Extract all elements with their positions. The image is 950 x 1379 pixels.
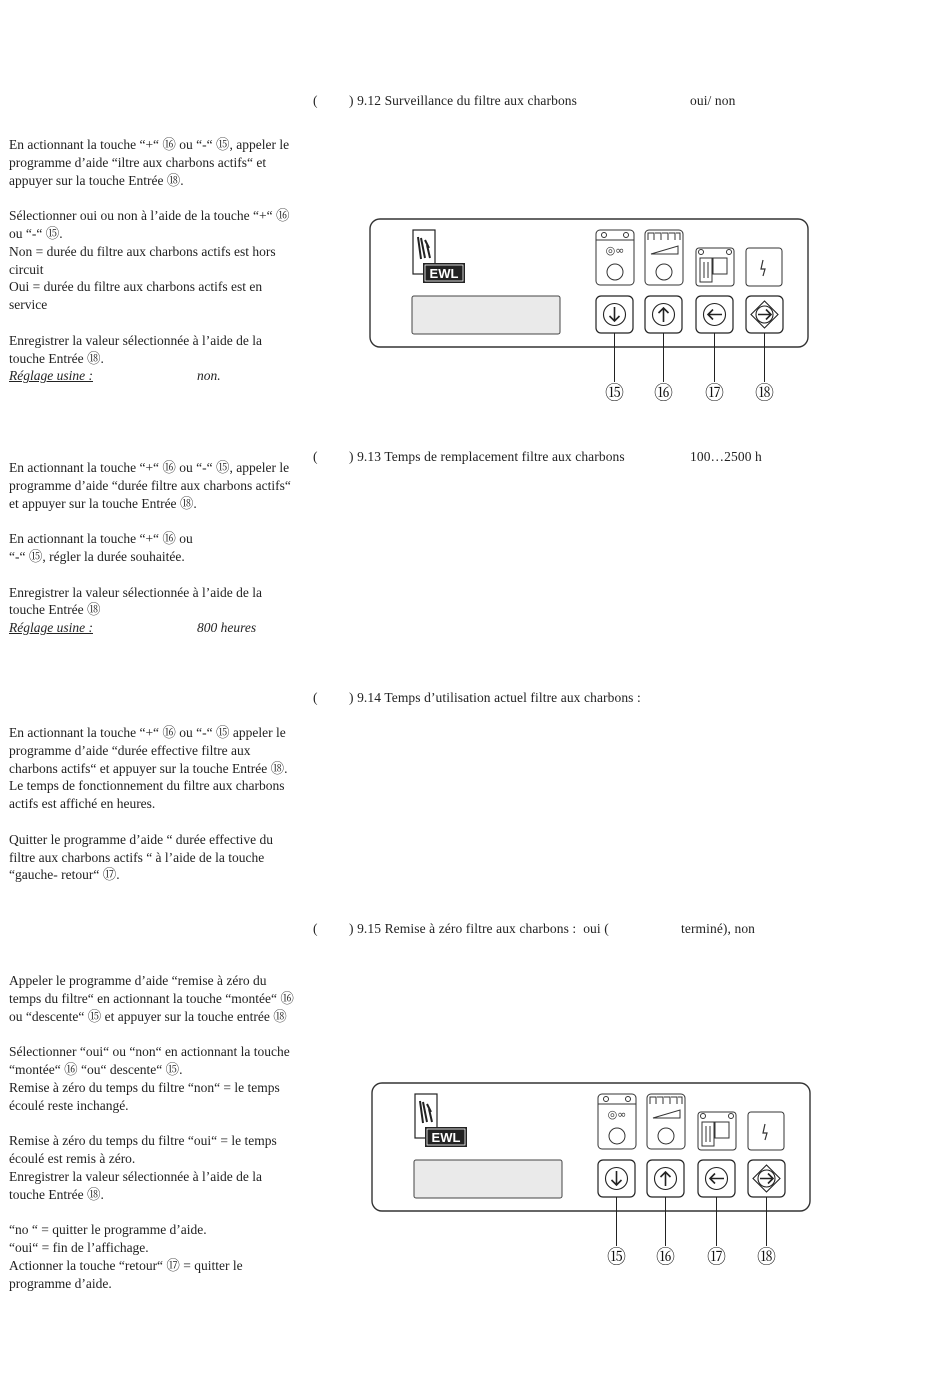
callout-18: ⑱ xyxy=(754,382,775,404)
heading-title: ) 9.13 Temps de remplacement filtre aux charbons xyxy=(349,449,625,464)
factory-setting xyxy=(9,367,294,385)
left-arrow-icon[interactable] xyxy=(698,1160,735,1197)
paragraph: Quitter le programme d’aide “ durée effective du filtre aux charbons actifs “ à l’aide de la touche “gauche- retour“ ⑰. xyxy=(9,831,274,883)
callout-16: ⑯ xyxy=(655,1246,676,1268)
heading-range: oui/ non xyxy=(690,93,736,108)
paragraph: Enregistrer la valeur sélectionnée à l’aide de la touche Entrée ⑱. xyxy=(9,332,262,366)
brand-logo xyxy=(413,230,465,283)
callout-17: ⑰ xyxy=(706,1246,727,1268)
enter-arrow-icon[interactable] xyxy=(746,296,783,333)
up-arrow-icon[interactable] xyxy=(647,1160,684,1197)
logo-text: EWL xyxy=(429,266,459,281)
control-panel xyxy=(369,218,811,408)
display-screen xyxy=(414,1160,562,1198)
section-heading xyxy=(313,449,762,465)
indicator-program-icon xyxy=(598,1094,636,1149)
heading-title: ) 9.15 Remise à zéro filtre aux charbons : oui ( xyxy=(349,921,609,936)
factory-setting xyxy=(9,619,294,637)
paragraph: En actionnant la touche “+“ ⑯ ou “-“ ⑮, appeler le programme d’aide “durée filtre aux charbons actifs“ et appuyer sur la touche Entrée ⑱. xyxy=(9,460,291,511)
heading-range: 100…2500 h xyxy=(690,449,762,464)
indicator-filter-icon xyxy=(696,248,734,286)
control-panel xyxy=(371,1082,813,1272)
indicator-program-icon xyxy=(596,230,634,285)
paragraph: Remise à zéro du temps du filtre “oui“ = le temps écoulé est remis à zéro. Enregistrer la valeur sélectionnée à l’aide de la touche Entrée ⑱. xyxy=(9,1133,277,1202)
down-arrow-icon[interactable] xyxy=(596,296,633,333)
heading-paren: ( xyxy=(313,449,318,464)
callout-15: ⑮ xyxy=(604,382,625,404)
enter-arrow-icon[interactable] xyxy=(748,1160,785,1197)
factory-value: non. xyxy=(197,368,221,384)
svg-text:◎∞: ◎∞ xyxy=(605,244,625,257)
callout-15: ⑮ xyxy=(606,1246,627,1268)
callout-18: ⑱ xyxy=(756,1246,777,1268)
callout-17: ⑰ xyxy=(704,382,725,404)
down-arrow-icon[interactable] xyxy=(598,1160,635,1197)
left-arrow-icon[interactable] xyxy=(696,296,733,333)
instructions-block xyxy=(9,972,294,1292)
heading-title: ) 9.14 Temps d’utilisation actuel filtre aux charbons : xyxy=(349,690,641,705)
instructions-block xyxy=(9,136,294,385)
paragraph: Sélectionner oui ou non à l’aide de la touche “+“ ⑯ ou “-“ ⑮. Non = durée du filtre aux charbons actifs est hors circuit Oui = durée du filtre aux charbons actifs est en service xyxy=(9,208,290,313)
instructions-block xyxy=(9,724,294,884)
section-heading xyxy=(313,921,756,937)
heading-range: terminé), non xyxy=(681,921,756,936)
heading-paren: ( xyxy=(313,921,318,936)
paragraph: “no “ = quitter le programme d’aide. “oui“ = fin de l’affichage. Actionner la touche “retour“ ⑰ = quitter le programme d’aide. xyxy=(9,1222,243,1291)
indicator-level-icon xyxy=(647,1094,685,1149)
logo-text: EWL xyxy=(431,1130,461,1145)
display-screen xyxy=(412,296,560,334)
callout-leaders xyxy=(615,333,765,382)
factory-label: Réglage usine : xyxy=(9,620,93,636)
section-heading xyxy=(313,93,736,109)
brand-logo xyxy=(415,1094,467,1147)
indicator-filter-icon xyxy=(698,1112,736,1150)
section-heading xyxy=(313,690,641,706)
indicator-fault-icon xyxy=(748,1112,784,1150)
factory-value: 800 heures xyxy=(197,620,257,636)
callout-leaders xyxy=(617,1197,767,1246)
paragraph: En actionnant la touche “+“ ⑯ ou “-“ ⑮ appeler le programme d’aide “durée effective filtre aux charbons actifs“ et appuyer sur la touche Entrée ⑱. Le temps de fonctionnement du filtre aux charbons actifs est affiché en heures. xyxy=(9,725,288,812)
paragraph: En actionnant la touche “+“ ⑯ ou “-“ ⑮, appeler le programme d’aide “iltre aux charbons actifs“ et appuyer sur la touche Entrée ⑱. xyxy=(9,137,290,188)
paragraph: En actionnant la touche “+“ ⑯ ou “-“ ⑮, régler la durée souhaitée. xyxy=(9,531,193,564)
heading-paren: ( xyxy=(313,93,318,108)
indicator-fault-icon xyxy=(746,248,782,286)
paragraph: Enregistrer la valeur sélectionnée à l’aide de la touche Entrée ⑱ xyxy=(9,584,262,618)
paragraph: Appeler le programme d’aide “remise à zéro du temps du filtre“ en actionnant la touche “montée“ ⑯ ou “descente“ ⑮ et appuyer sur la touche entrée ⑱ xyxy=(9,973,294,1024)
instructions-block xyxy=(9,459,294,637)
svg-text:◎∞: ◎∞ xyxy=(607,1108,627,1121)
factory-label: Réglage usine : xyxy=(9,368,93,384)
callout-16: ⑯ xyxy=(653,382,674,404)
heading-title: ) 9.12 Surveillance du filtre aux charbons xyxy=(349,93,578,108)
heading-paren: ( xyxy=(313,690,318,705)
paragraph: Sélectionner “oui“ ou “non“ en actionnant la touche “montée“ ⑯ “ou“ descente“ ⑮. Remise à zéro du temps du filtre “non“ = le temps écoulé reste inchangé. xyxy=(9,1044,290,1113)
up-arrow-icon[interactable] xyxy=(645,296,682,333)
